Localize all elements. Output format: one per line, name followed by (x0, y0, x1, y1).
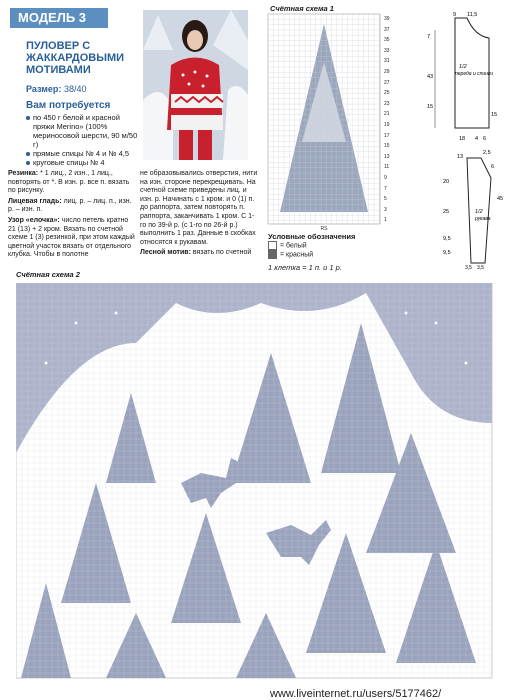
size-line: Размер: 38/40 (26, 84, 87, 94)
legend-red: = красный (268, 250, 355, 259)
model-badge: МОДЕЛЬ 3 (10, 8, 108, 28)
svg-text:18: 18 (459, 136, 466, 142)
instructions-col-1: Резинка: * 1 лиц., 2 изн., 1 лиц., повторять от *. В изн. р. все п. вязать по рисунку. Лицевая гладь: лиц. р. – лиц. п., изн. р. – изн. п. Узор «елочка»: число петель кратно 21 (13) + 2 кром. Вязать по счетной схеме 1 (3) резинкой, при этом каждый цветной участок вязать от отдельного клубка. Чтобы в полотне (8, 170, 135, 259)
svg-text:43: 43 (427, 74, 434, 80)
chart1-row-labels: 39 37 35 33 31 29 27 25 23 21 19 17 15 13 11 9 7 5 3 1 (384, 16, 390, 224)
svg-text:25: 25 (443, 209, 450, 215)
model-title: ПУЛОВЕР С ЖАККАРДОВЫМИ МОТИВАМИ (26, 40, 125, 76)
materials-heading: Вам потребуется (26, 100, 111, 111)
sewing-patterns (425, 8, 517, 270)
legend (268, 232, 355, 272)
legend-note: 1 клетка = 1 п. и 1 р. (268, 262, 342, 272)
svg-text:20: 20 (443, 179, 450, 185)
legend-white: = белый (268, 241, 355, 250)
svg-text:1/2: 1/2 (459, 64, 467, 70)
svg-text:45: 45 (497, 196, 504, 202)
chart1-grid (266, 12, 396, 232)
chart2-title: Счётная схема 2 (16, 270, 80, 279)
chart1-title: Счётная схема 1 (270, 4, 334, 13)
source-url[interactable]: www.liveinternet.ru/users/5177462/ (270, 688, 442, 700)
svg-text:9: 9 (453, 12, 457, 18)
chart1-rs-label: RS (320, 226, 328, 232)
model-photo (143, 10, 248, 160)
svg-text:11,5: 11,5 (467, 12, 478, 18)
chart2-grid (16, 283, 516, 683)
instructions-col-2: не образовывались отверстия, нити на изн. стороне перекрещивать. На счетной схеме приведены лиц. и изн. р. Начинать с 1 кром. и 0 (1) п. до раппорта, затем повторять п. раппорта, заканчивать 1 кром. С 1-го по 39-й р. (с 1-го по 26-й р.) выполнить 1 раз. Данные в скобках относятся к рукавам. Лесной мотив: вязать по счетной (140, 170, 258, 257)
svg-text:4: 4 (475, 136, 479, 142)
svg-text:7: 7 (427, 34, 431, 40)
svg-text:9,5: 9,5 (443, 250, 451, 256)
svg-text:9,5: 9,5 (443, 236, 451, 242)
svg-text:15: 15 (491, 112, 498, 118)
materials-list (26, 113, 138, 167)
svg-text:рукава: рукава (475, 216, 491, 222)
svg-text:1/2: 1/2 (475, 209, 483, 215)
material-item: прямые спицы № 4 и № 4,5 (26, 149, 138, 158)
svg-text:3,5: 3,5 (465, 265, 472, 270)
svg-text:6: 6 (483, 136, 487, 142)
svg-text:2,5: 2,5 (483, 150, 491, 156)
svg-text:15: 15 (427, 104, 434, 110)
svg-text:6: 6 (491, 164, 495, 170)
material-item: по 450 г белой и красной пряжи Merino» (100% мериносовой шерсти, 90 м/50 г) (26, 113, 138, 149)
svg-text:13: 13 (457, 154, 464, 160)
material-item: круговые спицы № 4 (26, 158, 138, 167)
svg-text:переда и спинки: переда и спинки (455, 71, 494, 77)
svg-text:3,5: 3,5 (477, 265, 484, 270)
legend-title: Условные обозначения (268, 232, 356, 241)
